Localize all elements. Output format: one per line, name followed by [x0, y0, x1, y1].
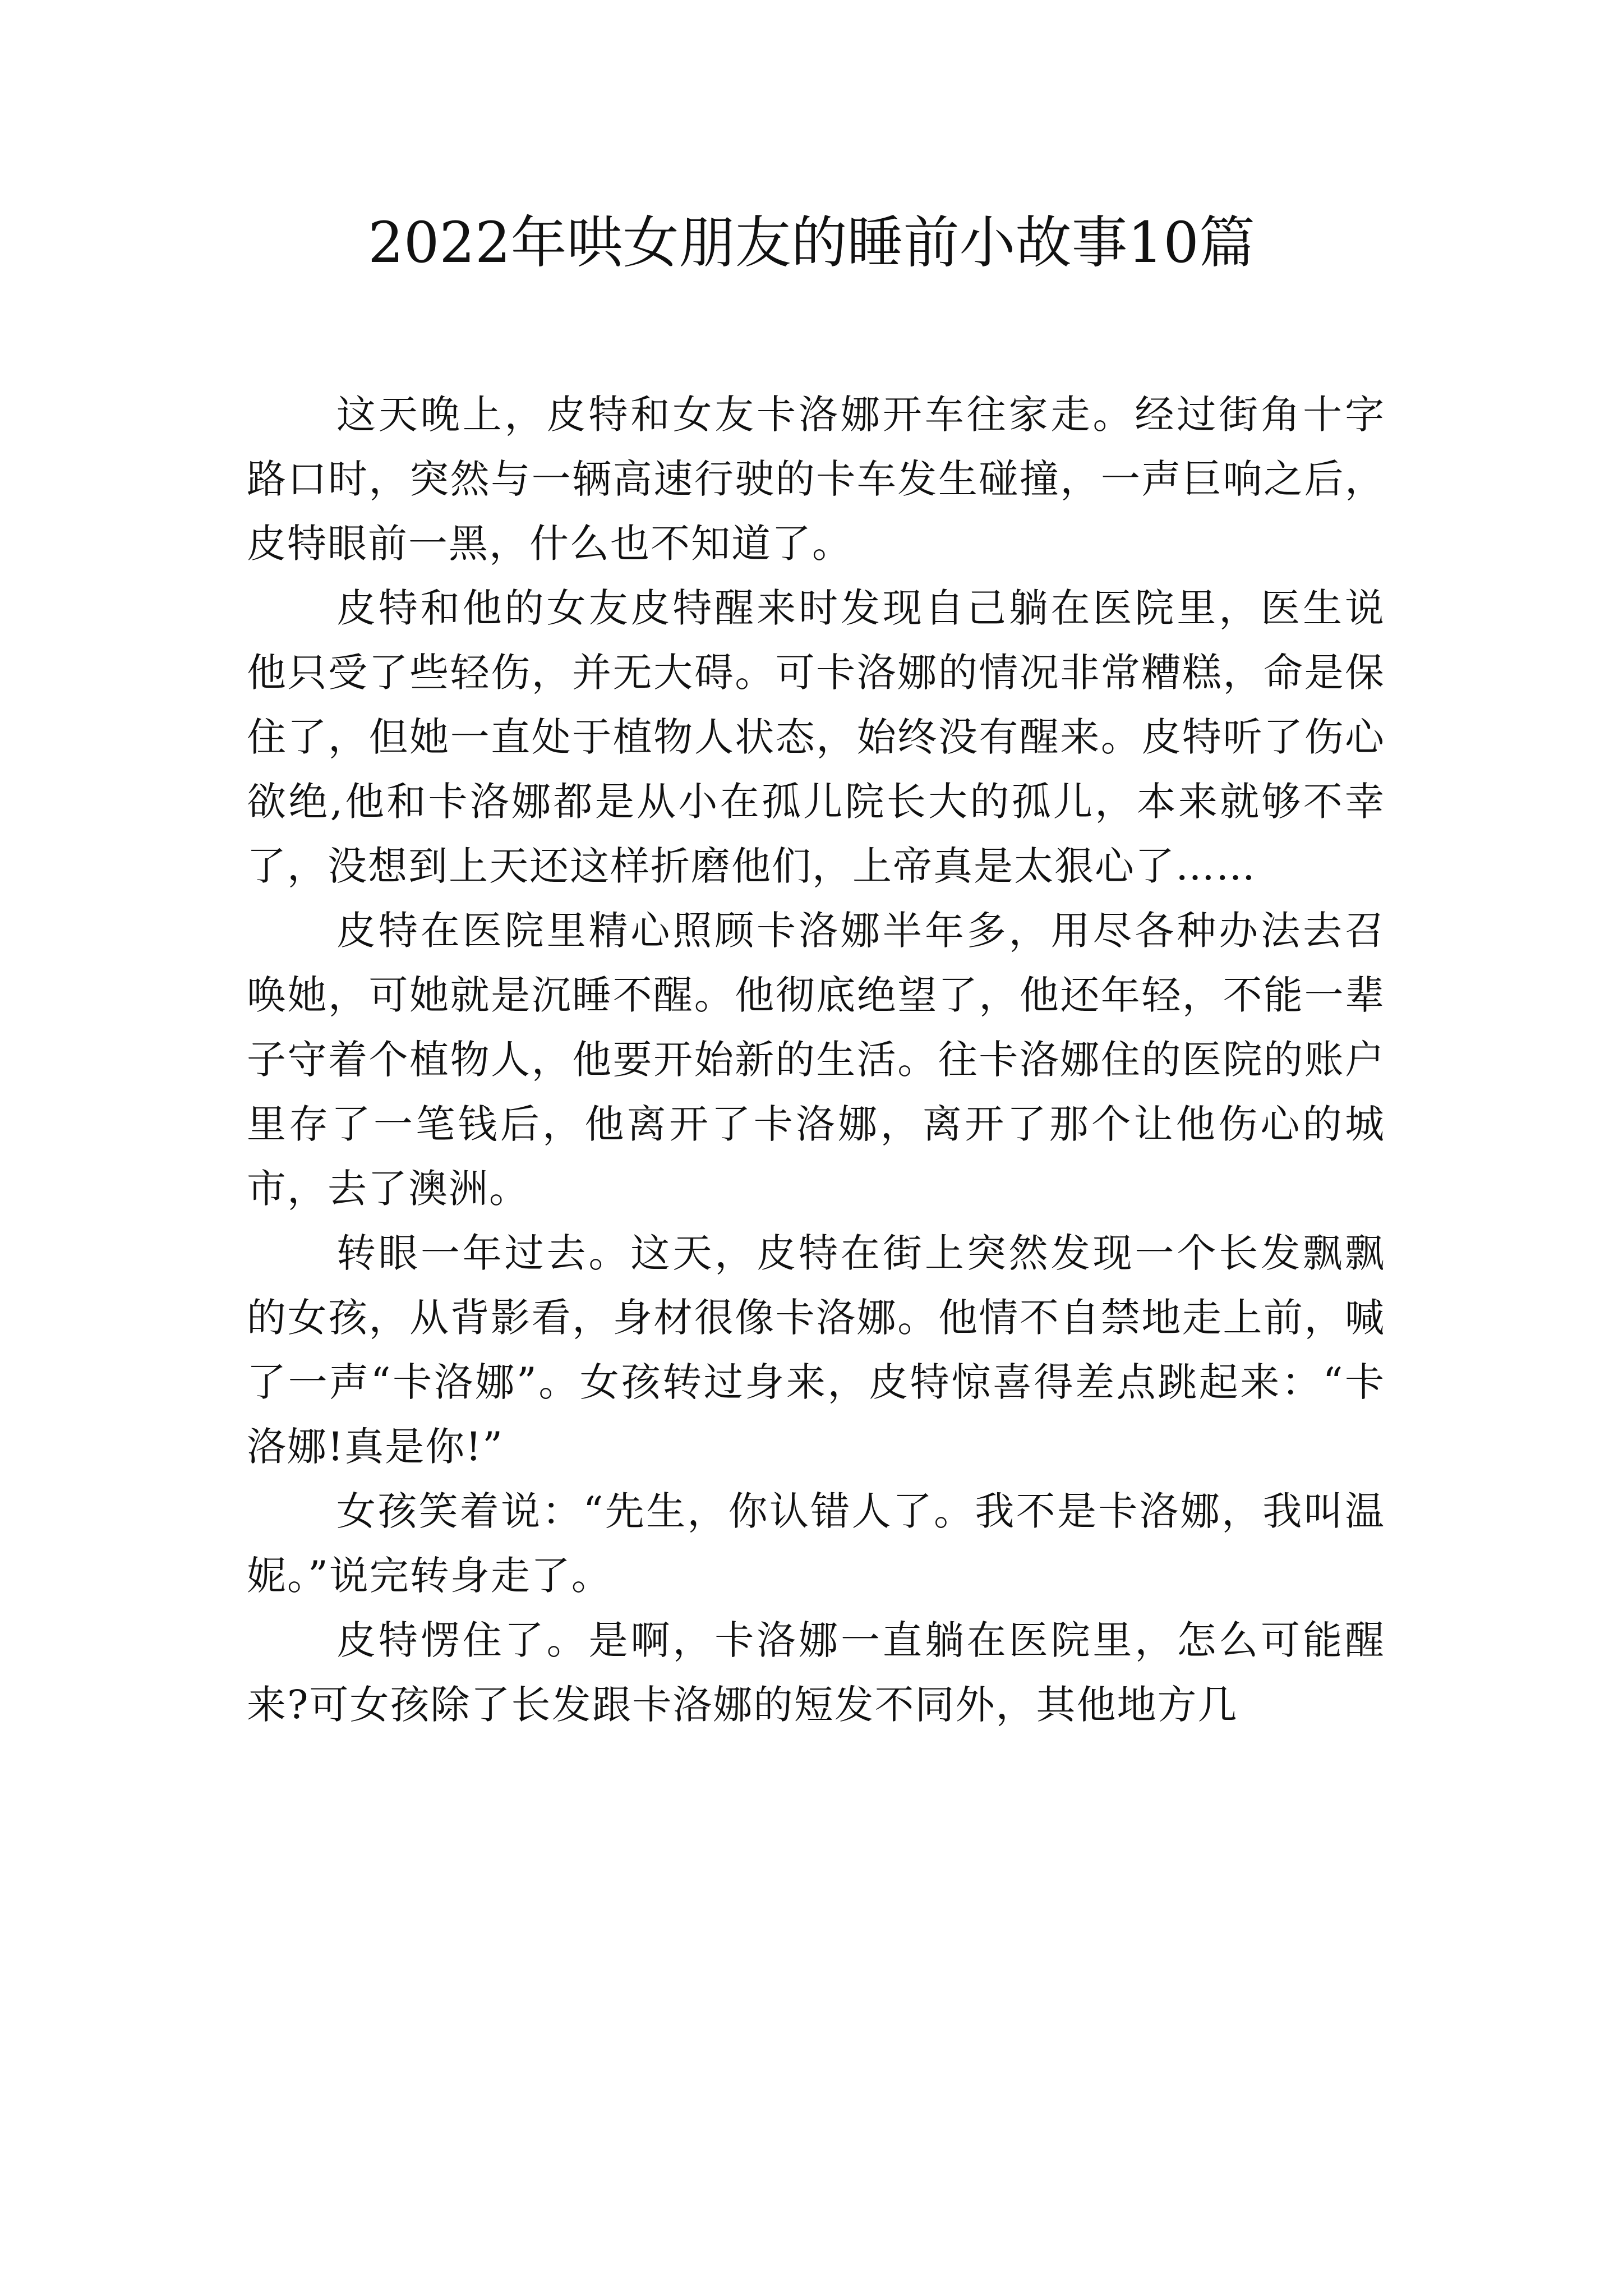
paragraph: 女孩笑着说：“先生，你认错人了。我不是卡洛娜，我叫温妮。”说完转身走了。 [247, 1488, 1385, 1599]
document-body [247, 383, 1385, 1737]
document-title: 2022年哄女朋友的睡前小故事10篇 [368, 210, 1255, 275]
paragraph: 皮特在医院里精心照顾卡洛娜半年多，用尽各种办法去召唤她，可她就是沉睡不醒。他彻底绝望了，他还年轻，不能一辈子守着个植物人，他要开始新的生活。往卡洛娜住的医院的账户里存了一笔钱后，他离开了卡洛娜，离开了那个让他伤心的城市，去了澳洲。 [247, 908, 1385, 1212]
paragraph: 皮特愣住了。是啊，卡洛娜一直躺在医院里，怎么可能醒来?可女孩除了长发跟卡洛娜的短发不同外，其他地方几 [247, 1617, 1385, 1728]
paragraph: 皮特和他的女友皮特醒来时发现自己躺在医院里，医生说他只受了些轻伤，并无大碍。可卡洛娜的情况非常糟糕，命是保住了，但她一直处于植物人状态，始终没有醒来。皮特听了伤心欲绝,他和卡洛娜都是从小在孤儿院长大的孤儿，本来就够不幸了，没想到上天还这样折磨他们，上帝真是太狠心了…… [247, 585, 1385, 889]
paragraph: 转眼一年过去。这天，皮特在街上突然发现一个长发飘飘的女孩，从背影看，身材很像卡洛娜。他情不自禁地走上前，喊了一声“卡洛娜”。女孩转过身来，皮特惊喜得差点跳起来：“卡洛娜!真是你!” [247, 1230, 1385, 1470]
paragraph: 这天晚上，皮特和女友卡洛娜开车往家走。经过街角十字路口时，突然与一辆高速行驶的卡车发生碰撞，一声巨响之后，皮特眼前一黑，什么也不知道了。 [247, 392, 1385, 567]
